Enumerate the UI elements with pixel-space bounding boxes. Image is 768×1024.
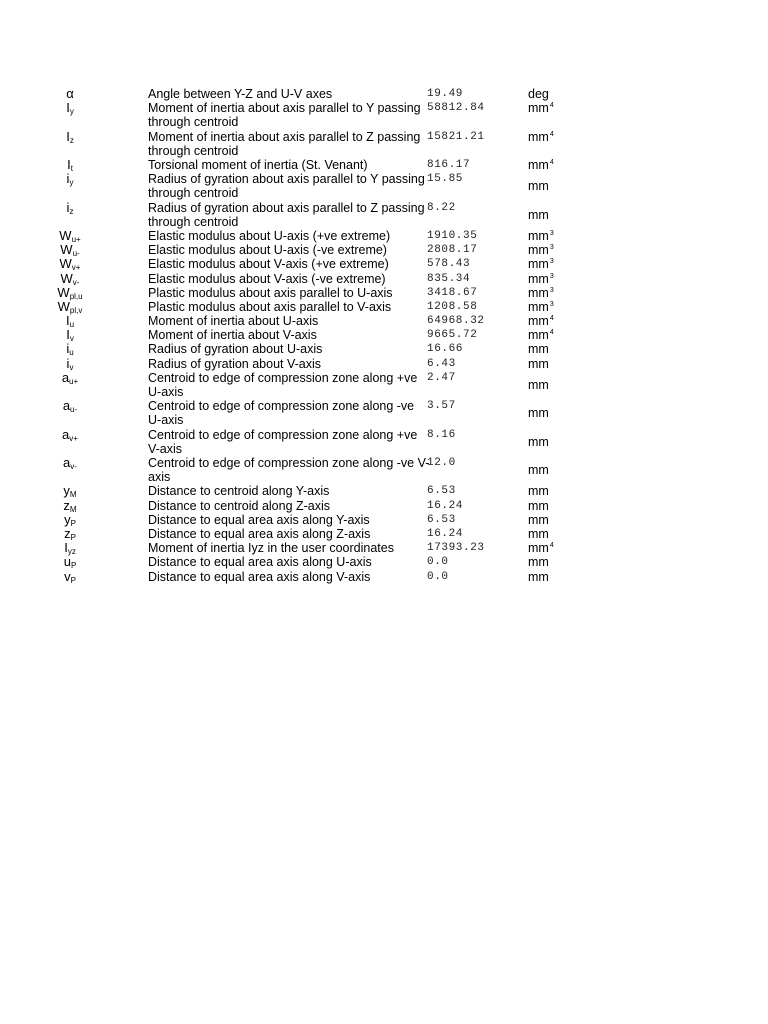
unit-text: mm — [528, 406, 549, 421]
property-symbol — [0, 499, 140, 513]
unit-text: mm — [528, 243, 549, 258]
symbol-subscript: y — [69, 178, 74, 188]
symbol-subscript: v — [69, 334, 74, 344]
property-symbol — [0, 428, 140, 442]
property-unit — [528, 541, 554, 555]
property-value: 6.53 — [427, 485, 456, 498]
symbol-subscript: M — [69, 490, 77, 500]
unit-text: mm — [528, 271, 549, 286]
symbol-subscript: P — [70, 518, 76, 528]
property-row — [0, 158, 768, 172]
symbol-subscript: u+ — [69, 376, 79, 386]
unit-exponent: 4 — [549, 158, 554, 166]
unit-text: mm — [528, 569, 549, 584]
symbol-subscript: M — [69, 504, 77, 514]
unit-text: mm — [528, 285, 549, 300]
symbol-letter: I — [65, 313, 70, 329]
symbol-letter: y — [63, 483, 70, 499]
unit-text: mm — [528, 129, 549, 144]
property-row — [0, 243, 768, 257]
property-row — [0, 314, 768, 328]
symbol-subscript: u — [69, 348, 74, 358]
property-row — [0, 201, 768, 229]
symbol-letter: I — [67, 156, 71, 172]
unit-text: mm — [528, 299, 549, 314]
property-description: Elastic modulus about U-axis (+ve extreme) — [148, 228, 391, 243]
property-value: 15821.21 — [427, 130, 485, 143]
unit-text: mm — [528, 434, 549, 449]
property-symbol — [0, 87, 140, 101]
symbol-letter: y — [64, 511, 71, 527]
unit-text: mm — [528, 157, 549, 172]
symbol-subscript: u — [69, 320, 75, 330]
property-row — [0, 527, 768, 541]
property-row — [0, 286, 768, 300]
property-description: Elastic modulus about U-axis (-ve extreme) — [148, 243, 387, 258]
property-description: Moment of inertia about U-axis — [148, 314, 319, 329]
property-value: 0.0 — [427, 570, 449, 583]
property-description: Moment of inertia Iyz in the user coordinates — [148, 541, 394, 556]
unit-exponent: 4 — [549, 315, 554, 323]
property-unit — [528, 484, 549, 498]
property-unit — [528, 357, 549, 371]
property-symbol — [0, 314, 140, 328]
unit-exponent: 3 — [549, 258, 554, 266]
property-symbol — [0, 272, 140, 286]
property-value: 8.22 — [427, 201, 456, 214]
property-symbol — [0, 555, 140, 569]
property-row — [0, 399, 768, 427]
property-row — [0, 371, 768, 399]
symbol-subscript: v — [69, 362, 74, 372]
property-value: 12.0 — [427, 456, 456, 469]
unit-text: mm — [528, 463, 549, 478]
symbol-letter: I — [66, 100, 70, 116]
property-value: 19.49 — [427, 88, 464, 100]
unit-exponent: 4 — [549, 542, 554, 550]
property-unit — [528, 513, 549, 527]
symbol-letter: a — [63, 454, 71, 470]
property-row — [0, 229, 768, 243]
property-value: 6.53 — [427, 513, 456, 526]
property-row — [0, 257, 768, 271]
property-symbol — [0, 456, 140, 470]
property-value: 2808.17 — [427, 244, 478, 257]
property-description: Distance to centroid along Z-axis — [148, 498, 331, 513]
symbol-subscript: u- — [72, 249, 80, 259]
property-symbol — [0, 399, 140, 413]
section-properties-table — [0, 87, 768, 584]
symbol-subscript: P — [70, 575, 76, 585]
property-description: Radius of gyration about axis parallel to Y passing through centroid — [148, 172, 425, 201]
property-row — [0, 513, 768, 527]
property-value: 1208.58 — [427, 300, 478, 313]
property-value: 64968.32 — [427, 315, 485, 328]
property-description: Radius of gyration about U-axis — [148, 342, 323, 357]
property-value: 6.43 — [427, 357, 456, 370]
unit-text: mm — [528, 101, 549, 116]
property-description: Distance to equal area axis along U-axis — [148, 555, 372, 570]
symbol-subscript: pl,u — [69, 291, 83, 301]
property-row — [0, 428, 768, 456]
symbol-letter: i — [66, 355, 70, 371]
symbol-letter: a — [61, 369, 70, 385]
property-unit — [528, 555, 549, 569]
unit-text: mm — [528, 377, 549, 392]
property-unit — [528, 101, 554, 115]
symbol-letter: W — [59, 227, 72, 243]
property-row — [0, 357, 768, 371]
property-description: Plastic modulus about axis parallel to U-axis — [148, 285, 393, 300]
symbol-subscript: pl,v — [69, 305, 83, 315]
property-row — [0, 172, 768, 200]
symbol-subscript: y — [69, 107, 74, 117]
property-description: Plastic modulus about axis parallel to V-axis — [148, 299, 392, 314]
unit-text: mm — [528, 356, 549, 371]
property-unit — [528, 257, 554, 271]
unit-exponent: 3 — [549, 272, 554, 280]
symbol-letter: v — [64, 568, 71, 584]
symbol-subscript: v+ — [71, 263, 81, 273]
property-unit — [528, 406, 549, 420]
property-unit — [528, 229, 554, 243]
property-description: Centroid to edge of compression zone along +ve U-axis — [148, 370, 418, 399]
property-unit — [528, 314, 554, 328]
property-value: 0.0 — [427, 556, 449, 569]
property-unit — [528, 527, 549, 541]
property-symbol — [0, 101, 140, 115]
property-description: Distance to equal area axis along Y-axis — [148, 512, 370, 527]
property-symbol — [0, 130, 140, 144]
property-unit — [528, 87, 549, 101]
property-row — [0, 484, 768, 498]
property-symbol — [0, 172, 140, 186]
property-row — [0, 101, 768, 129]
property-symbol — [0, 257, 140, 271]
symbol-subscript: z — [69, 135, 74, 145]
property-row — [0, 300, 768, 314]
property-unit — [528, 435, 549, 449]
symbol-letter: I — [64, 540, 68, 556]
property-unit — [528, 378, 549, 392]
property-symbol — [0, 357, 140, 371]
symbol-subscript: yz — [67, 547, 76, 557]
property-symbol — [0, 513, 140, 527]
property-value: 2.47 — [427, 371, 456, 384]
property-unit — [528, 272, 554, 286]
unit-text: mm — [528, 257, 549, 272]
property-value: 1910.35 — [427, 229, 478, 242]
property-unit — [528, 158, 554, 172]
property-symbol — [0, 484, 140, 498]
symbol-letter: α — [66, 86, 74, 101]
symbol-letter: z — [63, 497, 70, 513]
property-description: Distance to equal area axis along Z-axis — [148, 526, 371, 541]
property-value: 16.66 — [427, 343, 464, 356]
property-description: Elastic modulus about V-axis (-ve extreme) — [148, 271, 386, 286]
symbol-letter: W — [57, 298, 70, 314]
unit-exponent: 3 — [549, 244, 554, 252]
property-symbol — [0, 342, 140, 356]
property-unit — [528, 286, 554, 300]
property-description: Centroid to edge of compression zone along -ve U-axis — [148, 399, 415, 428]
symbol-letter: W — [60, 270, 73, 286]
symbol-subscript: u- — [70, 405, 78, 415]
unit-text: mm — [528, 526, 549, 541]
unit-text: mm — [528, 555, 549, 570]
property-symbol — [0, 300, 140, 314]
unit-text: deg — [528, 87, 549, 101]
property-symbol — [0, 229, 140, 243]
property-description: Torsional moment of inertia (St. Venant) — [148, 157, 368, 172]
property-value: 3418.67 — [427, 286, 478, 299]
property-description: Radius of gyration about V-axis — [148, 356, 322, 371]
property-row — [0, 499, 768, 513]
property-row — [0, 328, 768, 342]
symbol-letter: W — [59, 256, 72, 272]
symbol-letter: z — [64, 525, 71, 541]
property-row — [0, 272, 768, 286]
unit-exponent: 3 — [549, 286, 554, 294]
unit-text: mm — [528, 314, 549, 329]
unit-text: mm — [528, 541, 549, 556]
symbol-letter: u — [63, 554, 71, 570]
property-unit — [528, 570, 549, 584]
property-value: 17393.23 — [427, 542, 485, 555]
property-value: 16.24 — [427, 499, 464, 512]
property-description: Radius of gyration about axis parallel to Z passing through centroid — [148, 200, 425, 229]
unit-text: mm — [528, 207, 549, 222]
property-row — [0, 456, 768, 484]
property-description: Distance to equal area axis along V-axis — [148, 569, 371, 584]
property-value: 3.57 — [427, 400, 456, 413]
unit-exponent: 4 — [549, 329, 554, 337]
property-unit — [528, 463, 549, 477]
property-description: Distance to centroid along Y-axis — [148, 484, 330, 499]
symbol-subscript: v- — [72, 277, 80, 287]
symbol-letter: a — [62, 426, 70, 442]
symbol-letter: i — [66, 341, 70, 357]
property-value: 15.85 — [427, 173, 464, 186]
symbol-letter: I — [66, 128, 70, 144]
symbol-letter: i — [66, 171, 70, 187]
property-unit — [528, 130, 554, 144]
property-row — [0, 130, 768, 158]
unit-text: mm — [528, 228, 549, 243]
symbol-subscript: P — [70, 532, 76, 542]
property-description: Moment of inertia about V-axis — [148, 328, 317, 343]
property-row — [0, 541, 768, 555]
property-value: 58812.84 — [427, 102, 485, 115]
unit-text: mm — [528, 342, 549, 357]
unit-exponent: 3 — [549, 300, 554, 308]
symbol-letter: W — [60, 242, 73, 258]
property-row — [0, 87, 768, 101]
property-unit — [528, 300, 554, 314]
symbol-subscript: t — [70, 163, 73, 173]
unit-exponent: 3 — [549, 229, 554, 237]
property-description: Moment of inertia about axis parallel to Y passing through centroid — [148, 101, 421, 130]
unit-text: mm — [528, 179, 549, 194]
property-value: 816.17 — [427, 158, 471, 171]
property-unit — [528, 208, 549, 222]
property-symbol — [0, 243, 140, 257]
symbol-letter: W — [57, 284, 70, 300]
property-symbol — [0, 201, 140, 215]
property-row — [0, 342, 768, 356]
unit-text: mm — [528, 328, 549, 343]
symbol-subscript: v+ — [69, 433, 78, 443]
property-description: Centroid to edge of compression zone along -ve V-axis — [148, 455, 430, 484]
symbol-letter: a — [62, 398, 71, 414]
symbol-letter: i — [66, 199, 70, 215]
property-value: 16.24 — [427, 527, 464, 540]
property-description: Moment of inertia about axis parallel to Z passing through centroid — [148, 129, 421, 158]
property-symbol — [0, 158, 140, 172]
property-symbol — [0, 371, 140, 385]
property-description: Centroid to edge of compression zone along +ve V-axis — [148, 427, 418, 456]
symbol-subscript: P — [70, 561, 77, 571]
unit-text: mm — [528, 484, 549, 499]
property-symbol — [0, 570, 140, 584]
symbol-subscript: v- — [70, 461, 77, 471]
property-symbol — [0, 527, 140, 541]
unit-text: mm — [528, 498, 549, 513]
symbol-subscript: u+ — [71, 234, 81, 244]
property-unit — [528, 243, 554, 257]
property-row — [0, 570, 768, 584]
property-unit — [528, 499, 549, 513]
property-row — [0, 555, 768, 569]
property-unit — [528, 179, 549, 193]
unit-exponent: 4 — [549, 102, 554, 110]
property-symbol — [0, 286, 140, 300]
property-unit — [528, 342, 549, 356]
property-value: 835.34 — [427, 272, 471, 285]
property-unit — [528, 328, 554, 342]
property-symbol — [0, 328, 140, 342]
property-symbol — [0, 541, 140, 555]
property-description: Angle between Y-Z and U-V axes — [148, 87, 333, 101]
property-value: 9665.72 — [427, 329, 478, 342]
property-value: 578.43 — [427, 258, 471, 271]
symbol-subscript: z — [69, 206, 74, 216]
property-value: 8.16 — [427, 428, 456, 441]
unit-exponent: 4 — [549, 130, 554, 138]
property-description: Elastic modulus about V-axis (+ve extreme) — [148, 257, 389, 272]
symbol-letter: I — [66, 327, 70, 343]
unit-text: mm — [528, 512, 549, 527]
